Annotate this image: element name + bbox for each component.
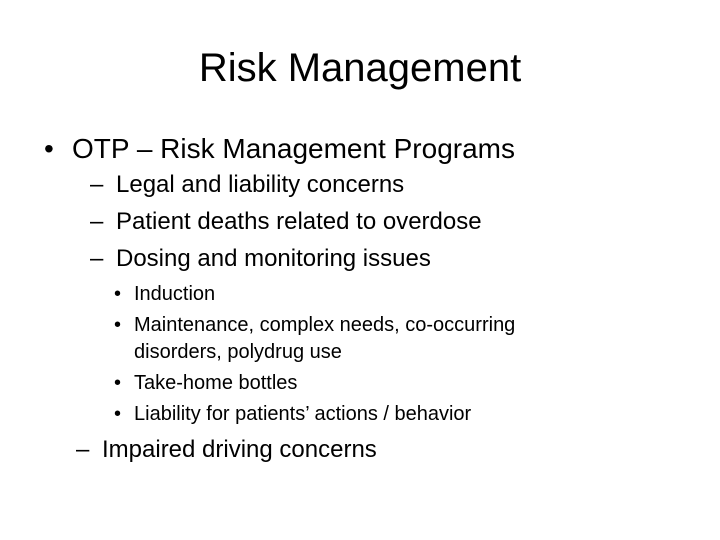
subsubitem-maintenance-cont: disorders, polydrug use bbox=[134, 341, 342, 363]
slide-title: Risk Management bbox=[198, 46, 522, 90]
subitem-legal: Legal and liability concerns bbox=[116, 171, 405, 198]
subsubitem-maintenance: Maintenance, complex needs, co-occurring bbox=[134, 314, 516, 336]
subsubitem-take-home: Take-home bottles bbox=[134, 372, 298, 394]
bullet-marker: • bbox=[114, 403, 122, 425]
dash-marker: – bbox=[90, 245, 104, 272]
subitem-dosing: Dosing and monitoring issues bbox=[116, 245, 431, 272]
subsubitem-induction: Induction bbox=[134, 283, 216, 305]
dash-marker: – bbox=[76, 436, 90, 463]
subitem-impaired-driving: Impaired driving concerns bbox=[102, 436, 377, 463]
bullet-marker: • bbox=[44, 133, 54, 164]
dash-marker: – bbox=[90, 171, 104, 198]
dash-marker: – bbox=[90, 208, 104, 235]
bullet-marker: • bbox=[114, 372, 122, 394]
bullet-marker: • bbox=[114, 314, 122, 336]
subitem-patient-deaths: Patient deaths related to overdose bbox=[116, 208, 482, 235]
bullet-item-otp: OTP – Risk Management Programs bbox=[72, 133, 515, 164]
bullet-marker: • bbox=[114, 283, 122, 305]
subsubitem-liability: Liability for patients’ actions / behavior bbox=[134, 403, 472, 425]
